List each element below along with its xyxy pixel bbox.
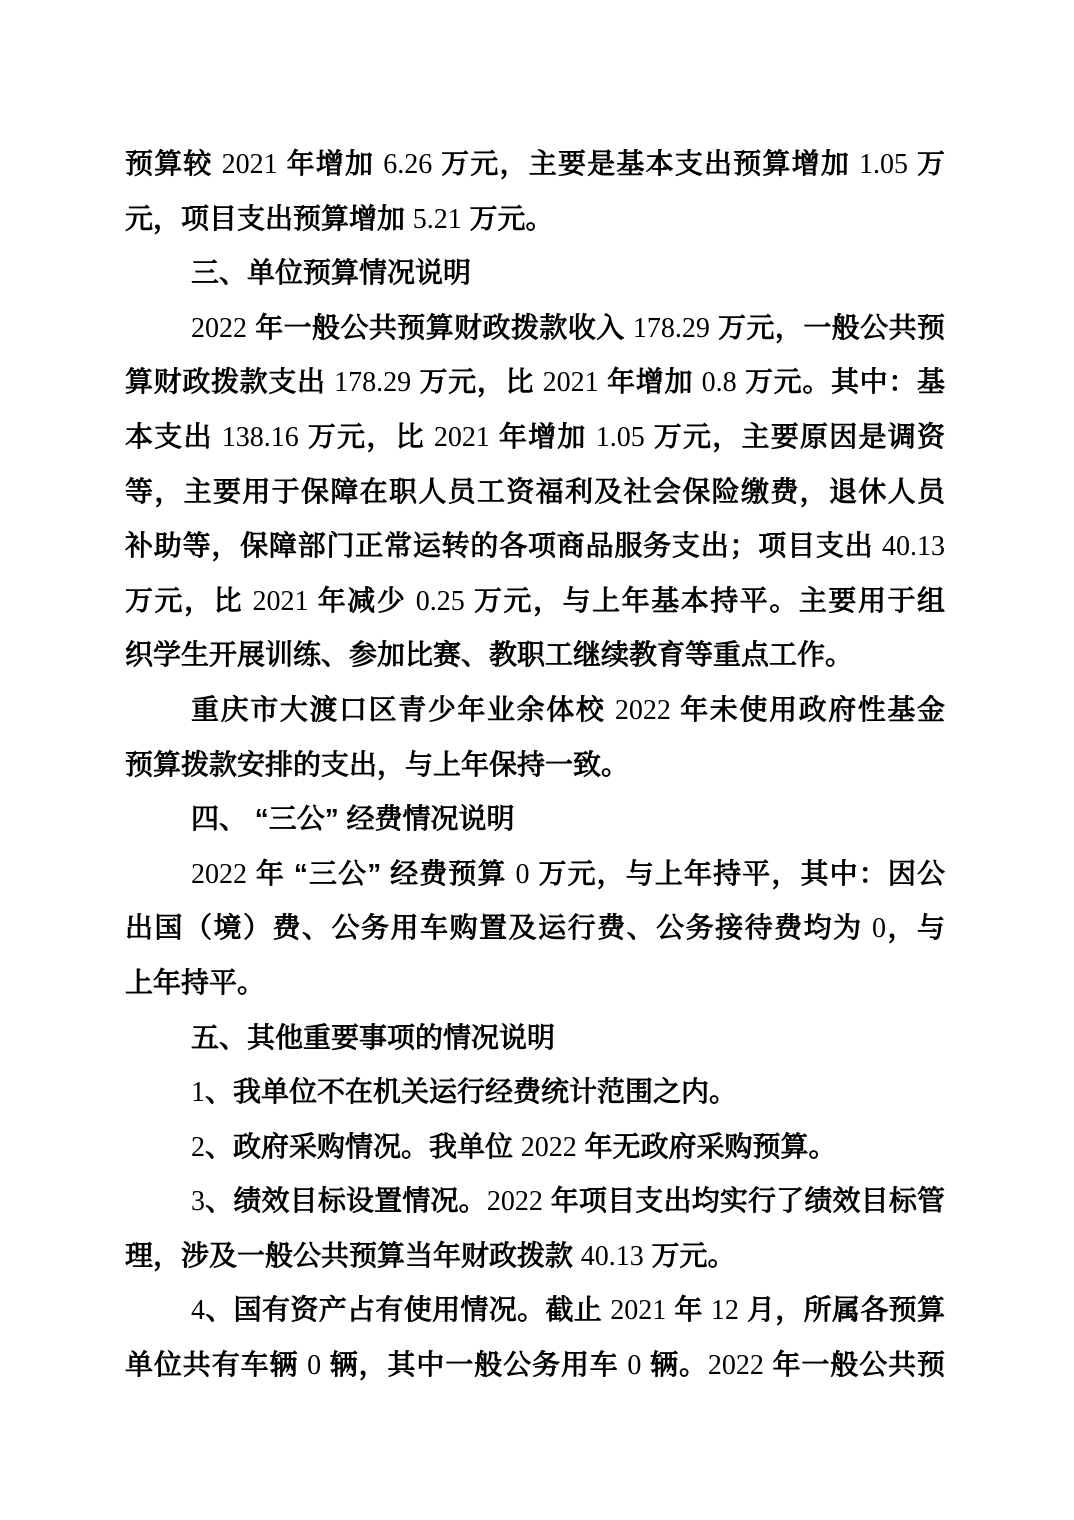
text-line: 上年持平。: [125, 966, 266, 998]
text-line: 等，主要用于保障在职人员工资福利及社会保险缴费，退休人员: [125, 475, 945, 507]
numeral: 178.29: [334, 367, 412, 399]
numeral: 2022: [520, 1131, 577, 1163]
numeral: 0: [627, 1350, 642, 1382]
text-line: 2022 年 “三公” 经费预算 0 万元，与上年持平，其中：因公: [191, 857, 945, 890]
numeral: 2021: [433, 421, 490, 453]
numeral: 2021: [252, 585, 309, 617]
section-heading: 五、其他重要事项的情况说明: [191, 1021, 556, 1053]
text-line: 元，项目支出预算增加 5.21 万元。: [125, 202, 554, 235]
section-heading: 四、 “三公” 经费情况说明: [191, 803, 515, 835]
numeral: 6.26: [383, 149, 433, 180]
paragraph-continuation-line: 预算较 2021 年增加 6.26 万元，主要是基本支出预算增加 1.05 万: [125, 148, 946, 180]
numeral: 2022: [614, 694, 671, 726]
numeral: 4: [191, 1295, 205, 1327]
numeral: 1: [191, 1077, 205, 1109]
numeral: 0.8: [701, 367, 737, 399]
text-line: 理，涉及一般公共预算当年财政拨款 40.13 万元。: [125, 1239, 736, 1272]
numeral: 2022: [191, 312, 247, 344]
numeral: 1.05: [859, 149, 909, 180]
numeral: 5.21: [412, 203, 462, 235]
list-item-line: 4、国有资产占有使用情况。截止 2021 年 12 月，所属各预算: [191, 1294, 946, 1327]
text-line: 出国（境）费、公务用车购置及运行费、公务接待费均为 0，与: [125, 912, 945, 945]
numeral: 0: [871, 913, 886, 945]
text-line: 算财政拨款支出 178.29 万元，比 2021 年增加 0.8 万元。其中：基: [125, 366, 946, 399]
numeral: 2: [191, 1131, 205, 1163]
numeral: 1.05: [595, 421, 645, 453]
text-line: 本支出 138.16 万元，比 2021 年增加 1.05 万元，主要原因是调资: [125, 420, 946, 453]
numeral: 2021: [542, 367, 599, 399]
text-line: 单位共有车辆 0 辆，其中一般公务用车 0 辆。2022 年一般公共预: [125, 1349, 946, 1382]
text-line: 织学生开展训练、参加比赛、教职工继续教育等重点工作。: [125, 639, 854, 671]
document-text-block: [125, 137, 945, 1393]
list-item-line: 2、政府采购情况。我单位 2022 年无政府采购预算。: [191, 1130, 837, 1163]
text-line: 万元，比 2021 年减少 0.25 万元，与上年基本持平。主要用于组: [125, 584, 946, 617]
numeral: 178.29: [632, 312, 710, 344]
numeral: 0: [307, 1350, 322, 1382]
numeral: 0.25: [415, 585, 465, 617]
text-line: 重庆市大渡口区青少年业余体校 2022 年未使用政府性基金: [191, 693, 946, 726]
text-line: 补助等，保障部门正常运转的各项商品服务支出；项目支出 40.13: [125, 530, 945, 563]
text-line: 2022 年一般公共预算财政拨款收入 178.29 万元，一般公共预: [191, 311, 945, 344]
list-item-line: 3、绩效目标设置情况。2022 年项目支出均实行了绩效目标管: [191, 1185, 945, 1218]
numeral: 2022: [486, 1186, 543, 1218]
list-item-line: 1、我单位不在机关运行经费统计范围之内。: [191, 1076, 738, 1109]
numeral: 40.13: [580, 1240, 644, 1272]
text-line: 预算拨款安排的支出，与上年保持一致。: [125, 748, 630, 780]
numeral: 138.16: [221, 421, 299, 453]
numeral: 2022: [707, 1350, 764, 1382]
numeral: 3: [191, 1186, 205, 1218]
numeral: 2022: [191, 858, 247, 890]
numeral: 0: [515, 858, 530, 890]
numeral: 2021: [610, 1295, 667, 1327]
numeral: 2021: [221, 149, 278, 180]
numeral: 12: [710, 1295, 739, 1327]
numeral: 40.13: [882, 531, 945, 563]
section-heading: 三、单位预算情况说明: [191, 257, 472, 289]
